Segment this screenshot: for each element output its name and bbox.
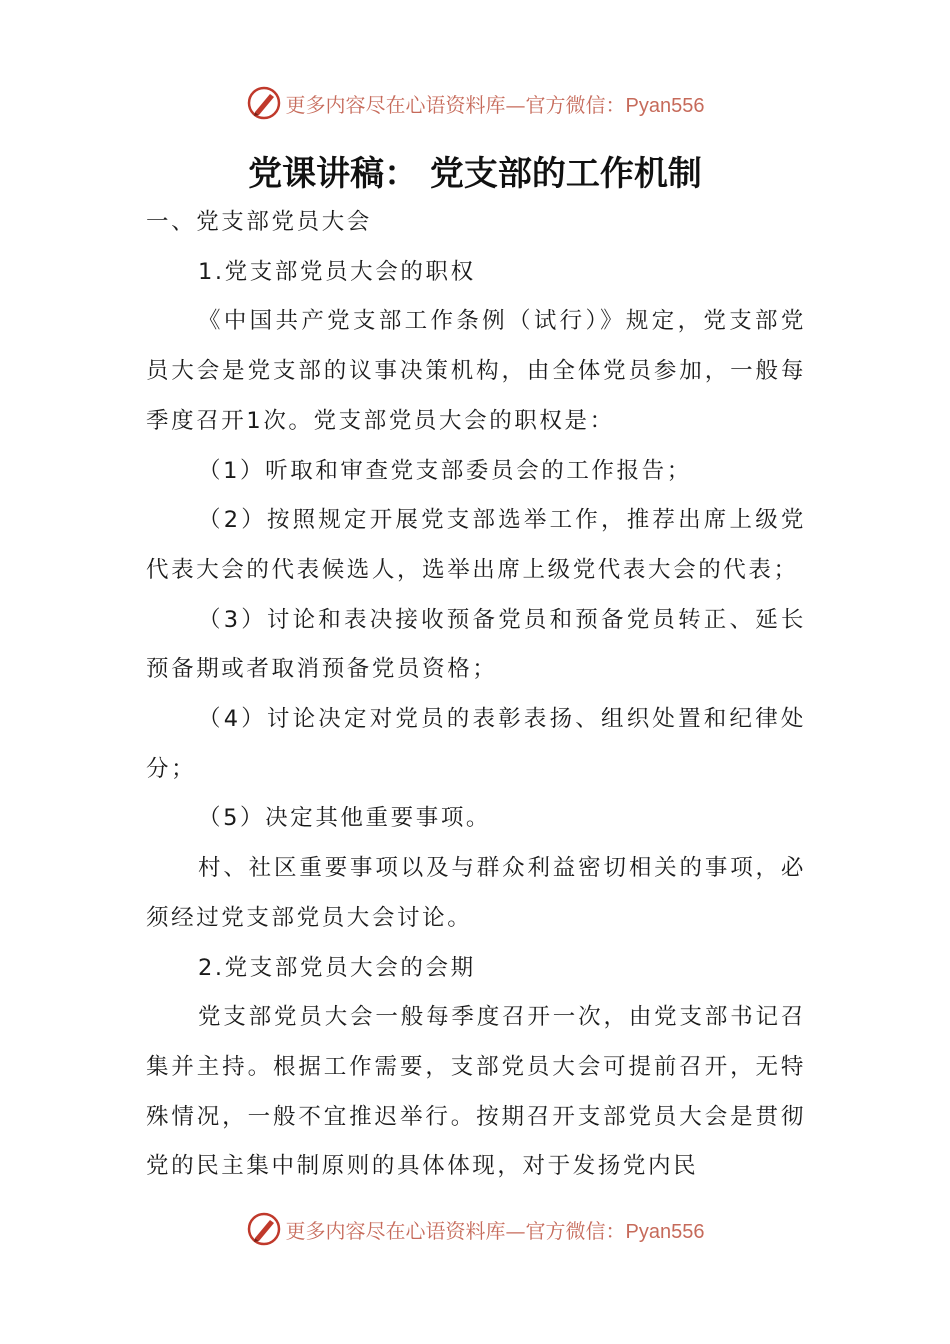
footer-banner-text: 更多内容尽在心语资料库—官方微信：Pyan556: [285, 1218, 705, 1243]
subsection-heading: 1.党支部党员大会的职权: [198, 258, 476, 285]
body-paragraph: 《中国共产党支部工作条例（试行）》规定，党支部党员大会是党支部的议事决策机构，由全体党员参加，一般每季度召开1次。党支部党员大会的职权是：: [146, 308, 806, 434]
pen-circle-logo-icon: [246, 85, 282, 121]
document-body: [146, 198, 806, 1192]
pen-circle-logo-icon: [246, 1211, 282, 1247]
body-paragraph: 党支部党员大会一般每季度召开一次，由党支部书记召集并主持。根据工作需要，支部党员大会可提前召开，无特殊情况，一般不宜推迟举行。按期召开支部党员大会是贯彻党的民主集中制原则的具体体现，对于发扬党内民: [146, 1004, 806, 1180]
list-item: （4）讨论决定对党员的表彰表扬、组织处置和纪律处分；: [146, 706, 806, 782]
list-item: （1）听取和审查党支部委员会的工作报告；: [198, 457, 692, 484]
list-item: （5）决定其他重要事项。: [198, 805, 492, 832]
subsection-heading: 2.党支部党员大会的会期: [198, 954, 476, 981]
footer-banner: [0, 1209, 950, 1249]
header-banner: [0, 83, 950, 123]
page-title: 党课讲稿： 党支部的工作机制: [248, 154, 702, 194]
section-heading: 一、党支部党员大会: [146, 209, 372, 235]
list-item: （3）讨论和表决接收预备党员和预备党员转正、延长预备期或者取消预备党员资格；: [146, 606, 806, 683]
header-banner-text: 更多内容尽在心语资料库—官方微信：Pyan556: [285, 92, 705, 117]
list-item: （2）按照规定开展党支部选举工作，推荐出席上级党代表大会的代表候选人，选举出席上级党代表大会的代表；: [146, 507, 806, 583]
body-paragraph: 村、社区重要事项以及与群众利益密切相关的事项，必须经过党支部党员大会讨论。: [146, 855, 806, 931]
